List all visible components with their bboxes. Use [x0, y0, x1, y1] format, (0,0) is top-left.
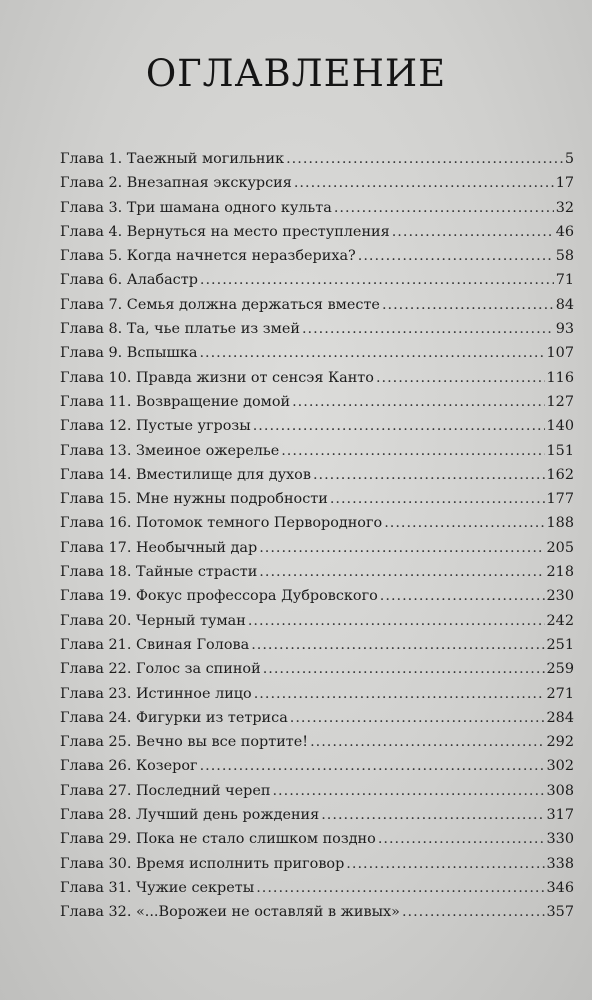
toc-entry	[60, 900, 574, 924]
toc-dot-leader	[294, 171, 554, 195]
toc-dot-leader	[321, 803, 544, 827]
toc-dot-leader	[286, 147, 563, 171]
toc-entry-page-number: 205	[546, 539, 574, 556]
toc-entry-title: Глава 13. Змеиное ожерелье	[60, 442, 280, 459]
toc-entry-title: Глава 29. Пока не стало слишком поздно	[60, 831, 376, 848]
toc-entry-page-number: 127	[546, 393, 574, 410]
toc-entry-title: Глава 1. Таежный могильник	[60, 151, 285, 167]
toc-entry	[60, 609, 574, 633]
toc-dot-leader	[292, 390, 544, 414]
toc-entry	[60, 439, 574, 463]
toc-entry-title: Глава 8. Та, чье платье из змей	[60, 321, 300, 338]
toc-entry-title: Глава 2. Внезапная экскурсия	[60, 175, 292, 192]
toc-dot-leader	[256, 876, 544, 900]
toc-entry	[60, 293, 574, 317]
toc-entry-page-number: 218	[546, 564, 574, 581]
toc-dot-leader	[384, 511, 544, 535]
toc-entry-page-number: 242	[546, 612, 574, 629]
toc-entry	[60, 244, 574, 268]
toc-entry-title: Глава 31. Чужие секреты	[60, 879, 255, 896]
toc-entry	[60, 754, 574, 778]
toc-entry	[60, 317, 574, 341]
toc-entry	[60, 706, 574, 730]
toc-entry	[60, 682, 574, 706]
toc-entry	[60, 196, 574, 220]
toc-entry	[60, 487, 574, 511]
toc-entry-page-number: 93	[555, 321, 574, 338]
toc-entry-title: Глава 32. «...Ворожеи не оставляй в живых»	[60, 904, 400, 921]
toc-dot-leader	[358, 244, 554, 268]
toc-dot-leader	[334, 196, 554, 220]
toc-entry-page-number: 292	[546, 734, 574, 751]
toc-entry	[60, 147, 574, 171]
toc-dot-leader	[346, 852, 544, 876]
toc-entry-title: Глава 25. Вечно вы все портите!	[60, 734, 309, 751]
page-title: ОГЛАВЛЕНИЕ	[145, 52, 447, 95]
toc-dot-leader	[402, 900, 545, 924]
toc-entry	[60, 536, 574, 560]
toc-entry-page-number: 151	[546, 442, 574, 459]
toc-entry-title: Глава 23. Истинное лицо	[60, 685, 252, 702]
toc-dot-leader	[254, 682, 545, 706]
toc-entry-page-number: 32	[555, 199, 574, 216]
toc-entry-page-number: 71	[555, 272, 574, 289]
toc-entry-title: Глава 24. Фигурки из тетриса	[60, 709, 288, 726]
toc-dot-leader	[251, 633, 544, 657]
toc-entry-page-number: 46	[555, 223, 574, 240]
toc-entry-page-number: 357	[546, 904, 574, 921]
toc-entry-page-number: 346	[546, 879, 574, 896]
toc-entry-title: Глава 20. Черный туман	[60, 612, 246, 629]
toc-entry-page-number: 58	[555, 248, 574, 265]
toc-dot-leader	[200, 754, 545, 778]
toc-entry	[60, 657, 574, 681]
toc-entry	[60, 827, 574, 851]
toc-entry-title: Глава 22. Голос за спиной	[60, 661, 261, 678]
toc-entry-title: Глава 28. Лучший день рождения	[60, 807, 320, 824]
toc-entry	[60, 463, 574, 487]
toc-entry	[60, 852, 574, 876]
toc-dot-leader	[253, 414, 545, 438]
toc-dot-leader	[281, 439, 544, 463]
toc-dot-leader	[310, 730, 544, 754]
toc-entry	[60, 779, 574, 803]
toc-entry-title: Глава 9. Вспышка	[60, 345, 198, 362]
toc-entry-page-number: 271	[546, 685, 574, 702]
toc-entry-page-number: 17	[555, 175, 574, 192]
toc-dot-leader	[313, 463, 545, 487]
toc-entry	[60, 171, 574, 195]
toc-entry	[60, 414, 574, 438]
toc-dot-leader	[290, 706, 545, 730]
toc-entry-page-number: 330	[546, 831, 574, 848]
toc-dot-leader	[259, 560, 544, 584]
toc-entry-page-number: 107	[546, 345, 574, 362]
toc-entry-page-number: 188	[546, 515, 574, 532]
toc-dot-leader	[392, 220, 554, 244]
toc-entry	[60, 511, 574, 535]
toc-entry-title: Глава 27. Последний череп	[60, 782, 271, 799]
toc-entry	[60, 876, 574, 900]
toc-entry-title: Глава 6. Алабастр	[60, 272, 198, 289]
toc-entry-page-number: 284	[546, 709, 574, 726]
toc-entry-title: Глава 30. Время исполнить приговор	[60, 855, 345, 872]
toc-entry-page-number: 177	[546, 491, 574, 508]
table-of-contents	[60, 147, 574, 925]
toc-entry	[60, 803, 574, 827]
toc-entry-title: Глава 3. Три шамана одного культа	[60, 199, 332, 216]
toc-entry-page-number: 302	[546, 758, 574, 775]
toc-entry-page-number: 308	[546, 782, 574, 799]
toc-entry-title: Глава 7. Семья должна держаться вместе	[60, 296, 380, 313]
toc-entry	[60, 560, 574, 584]
toc-entry	[60, 341, 574, 365]
toc-entry-title: Глава 18. Тайные страсти	[60, 564, 258, 581]
toc-entry-page-number: 162	[546, 466, 574, 483]
toc-dot-leader	[378, 827, 545, 851]
toc-entry-title: Глава 19. Фокус профессора Дубровского	[60, 588, 378, 605]
toc-entry	[60, 390, 574, 414]
toc-entry	[60, 730, 574, 754]
toc-entry-page-number: 116	[546, 369, 574, 386]
toc-entry-page-number: 140	[546, 418, 574, 435]
toc-dot-leader	[200, 268, 554, 292]
toc-dot-leader	[199, 341, 544, 365]
toc-dot-leader	[376, 366, 545, 390]
toc-entry	[60, 220, 574, 244]
toc-entry-title: Глава 21. Свиная Голова	[60, 636, 250, 653]
toc-entry-title: Глава 26. Козерог	[60, 758, 198, 775]
toc-entry-page-number: 259	[546, 661, 574, 678]
toc-dot-leader	[382, 293, 554, 317]
toc-dot-leader	[302, 317, 554, 341]
toc-entry-page-number: 317	[546, 807, 574, 824]
toc-dot-leader	[330, 487, 545, 511]
toc-entry-title: Глава 10. Правда жизни от сенсэя Канто	[60, 369, 374, 386]
toc-entry	[60, 268, 574, 292]
toc-entry-page-number: 5	[564, 151, 574, 167]
toc-dot-leader	[248, 609, 545, 633]
toc-dot-leader	[263, 657, 545, 681]
toc-entry-page-number: 338	[546, 855, 574, 872]
toc-entry	[60, 584, 574, 608]
toc-entry-title: Глава 16. Потомок темного Первородного	[60, 515, 383, 532]
toc-entry-page-number: 84	[555, 296, 574, 313]
toc-entry-title: Глава 15. Мне нужны подробности	[60, 491, 328, 508]
toc-entry-title: Глава 14. Вместилище для духов	[60, 466, 311, 483]
toc-entry-title: Глава 11. Возвращение домой	[60, 393, 291, 410]
toc-entry-title: Глава 17. Необычный дар	[60, 539, 258, 556]
toc-entry-title: Глава 5. Когда начнется неразбериха?	[60, 248, 356, 265]
toc-entry-page-number: 230	[546, 588, 574, 605]
toc-entry-title: Глава 4. Вернуться на место преступления	[60, 223, 390, 240]
toc-dot-leader	[272, 779, 544, 803]
toc-dot-leader	[259, 536, 544, 560]
toc-entry	[60, 366, 574, 390]
toc-entry-title: Глава 12. Пустые угрозы	[60, 418, 251, 435]
toc-dot-leader	[380, 584, 545, 608]
toc-entry-page-number: 251	[546, 636, 574, 653]
toc-entry	[60, 633, 574, 657]
